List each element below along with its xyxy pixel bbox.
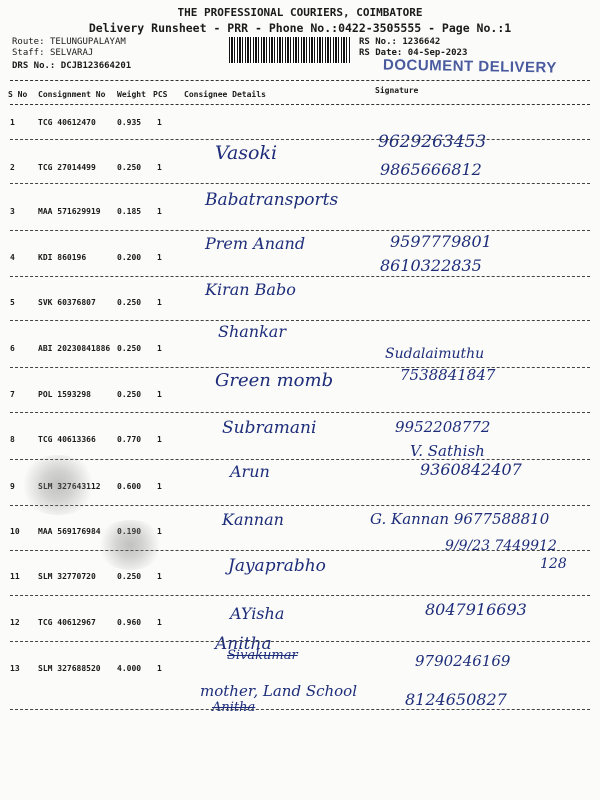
cell-sno: 8 <box>10 435 15 444</box>
cell-consignment: TCG 40612967 <box>38 618 96 627</box>
cell-sno: 5 <box>10 298 15 307</box>
signature-text: 9865666812 <box>380 160 482 179</box>
ink-smudge <box>95 520 165 570</box>
cell-consignment: KDI 860196 <box>38 253 87 262</box>
cell-consignment: SVK 60376807 <box>38 298 96 307</box>
cell-pcs: 1 <box>157 118 162 127</box>
consignee-name: Shankar <box>218 322 286 341</box>
consignee-name: AYisha <box>230 604 285 623</box>
cell-pcs: 1 <box>157 572 162 581</box>
cell-sno: 3 <box>10 207 15 216</box>
cell-consignment: TCG 40613366 <box>38 435 96 444</box>
document-delivery-stamp: DOCUMENT DELIVERY <box>382 56 557 77</box>
cell-pcs: 1 <box>157 207 162 216</box>
signature-text: 8610322835 <box>380 256 482 275</box>
row-divider <box>10 230 590 231</box>
consignee-name: Anitha <box>215 634 272 654</box>
route-line <box>12 37 126 48</box>
cell-weight: 0.185 <box>117 207 142 216</box>
row-divider <box>10 459 590 460</box>
cell-pcs: 1 <box>157 253 162 262</box>
barcode <box>229 37 351 63</box>
row-divider <box>10 641 590 642</box>
col-consignee: Consignee Details <box>184 90 266 99</box>
cell-consignment: MAA 571629919 <box>38 207 101 216</box>
rs-no-label: RS No.: <box>359 37 397 47</box>
cell-pcs: 1 <box>157 527 162 536</box>
cell-sno: 13 <box>10 664 20 673</box>
cell-weight: 0.600 <box>117 482 142 491</box>
cell-sno: 6 <box>10 344 15 353</box>
header-rule-bottom <box>10 104 590 105</box>
col-weight: Weight <box>117 90 146 99</box>
route-value: TELUNGUPALAYAM <box>49 37 126 47</box>
signature-text: 9629263453 <box>378 132 487 152</box>
signature-text: 9360842407 <box>420 460 522 479</box>
consignee-name: Jayaprabho <box>228 556 326 576</box>
consignee-name: Kiran Babo <box>205 280 296 299</box>
signature-text: V. Sathish <box>410 442 485 460</box>
route-label: Route: <box>12 37 45 47</box>
cell-sno: 9 <box>10 482 15 491</box>
cell-weight: 0.250 <box>117 572 142 581</box>
runsheet-title: Delivery Runsheet - PRR - Phone No.:0422-3505555 - Page No.:1 <box>88 21 512 35</box>
signature-text: 8047916693 <box>425 600 527 619</box>
cell-pcs: 1 <box>157 390 162 399</box>
drs-label: DRS No.: <box>12 61 56 71</box>
cell-weight: 0.935 <box>117 118 142 127</box>
staff-line <box>12 48 93 59</box>
row-divider <box>10 320 590 321</box>
row-divider <box>10 412 590 413</box>
cell-pcs: 1 <box>157 435 162 444</box>
cell-consignment: MAA 569176984 <box>38 527 101 536</box>
consignee-name: mother, Land School <box>200 682 358 700</box>
signature-text: 8124650827 <box>405 690 507 709</box>
rs-no-value: 1236642 <box>402 37 441 47</box>
cell-consignment: TCG 40612470 <box>38 118 96 127</box>
header-rule-top <box>10 80 590 81</box>
row-divider <box>10 183 590 184</box>
signature-text: 9790246169 <box>415 652 511 670</box>
cell-pcs: 1 <box>157 298 162 307</box>
row-divider <box>10 367 590 368</box>
staff-label: Staff: <box>12 48 45 58</box>
col-consignment: Consignment No <box>38 90 106 99</box>
rs-date-label: RS Date: <box>359 48 403 58</box>
cell-pcs: 1 <box>157 163 162 172</box>
cell-sno: 2 <box>10 163 15 172</box>
consignee-name: Kannan <box>222 510 284 529</box>
row-divider <box>10 709 590 710</box>
cell-weight: 0.200 <box>117 253 142 262</box>
cell-pcs: 1 <box>157 482 162 491</box>
drs-line <box>12 61 131 72</box>
cell-sno: 12 <box>10 618 20 627</box>
row-divider <box>10 505 590 506</box>
cell-sno: 11 <box>10 572 20 581</box>
signature-text: 9/9/23 7449912 <box>445 538 557 554</box>
col-pcs: PCS <box>153 90 168 99</box>
consignee-name: Babatransports <box>205 190 339 210</box>
consignee-name: Vasoki <box>215 142 278 164</box>
cell-weight: 0.190 <box>117 527 142 536</box>
col-signature: Signature <box>375 86 419 95</box>
consignee-name: Subramani <box>222 418 317 438</box>
cell-sno: 1 <box>10 118 15 127</box>
consignee-name: Arun <box>230 462 270 481</box>
consignee-struck-name: Anitha <box>212 700 256 715</box>
consignee-name: Prem Anand <box>205 234 306 253</box>
rs-date-value: 04-Sep-2023 <box>407 48 468 58</box>
cell-consignment: SLM 32770720 <box>38 572 96 581</box>
cell-sno: 7 <box>10 390 15 399</box>
cell-consignment: POL 1593298 <box>38 390 91 399</box>
cell-consignment: ABI 20230841886 <box>38 344 111 353</box>
cell-weight: 0.250 <box>117 163 142 172</box>
drs-value: DCJB123664201 <box>60 61 132 71</box>
company-title: THE PROFESSIONAL COURIERS, COIMBATORE <box>177 6 423 19</box>
row-divider <box>10 139 590 140</box>
signature-text: 9597779801 <box>390 232 492 251</box>
rs-no-line <box>359 37 440 48</box>
consignee-name: Green momb <box>215 370 334 391</box>
signature-text: 128 <box>540 556 567 572</box>
cell-weight: 0.960 <box>117 618 142 627</box>
cell-sno: 10 <box>10 527 20 536</box>
ink-smudge <box>18 455 98 515</box>
signature-text: 7538841847 <box>400 366 496 384</box>
consignee-struck-name: Sivakumar <box>227 648 298 663</box>
signature-text: G. Kannan 9677588810 <box>370 510 550 528</box>
cell-consignment: TCG 27014499 <box>38 163 96 172</box>
cell-pcs: 1 <box>157 618 162 627</box>
cell-weight: 0.250 <box>117 390 142 399</box>
row-divider <box>10 276 590 277</box>
cell-weight: 0.770 <box>117 435 142 444</box>
signature-text: 9952208772 <box>395 418 491 436</box>
cell-pcs: 1 <box>157 664 162 673</box>
cell-weight: 0.250 <box>117 298 142 307</box>
cell-weight: 0.250 <box>117 344 142 353</box>
col-sno: S No <box>8 90 28 99</box>
cell-weight: 4.000 <box>117 664 142 673</box>
cell-sno: 4 <box>10 253 15 262</box>
cell-consignment: SLM 327643112 <box>38 482 101 491</box>
cell-consignment: SLM 327688520 <box>38 664 101 673</box>
signature-text: Sudalaimuthu <box>385 346 485 362</box>
row-divider <box>10 595 590 596</box>
cell-pcs: 1 <box>157 344 162 353</box>
staff-value: SELVARAJ <box>49 48 94 58</box>
